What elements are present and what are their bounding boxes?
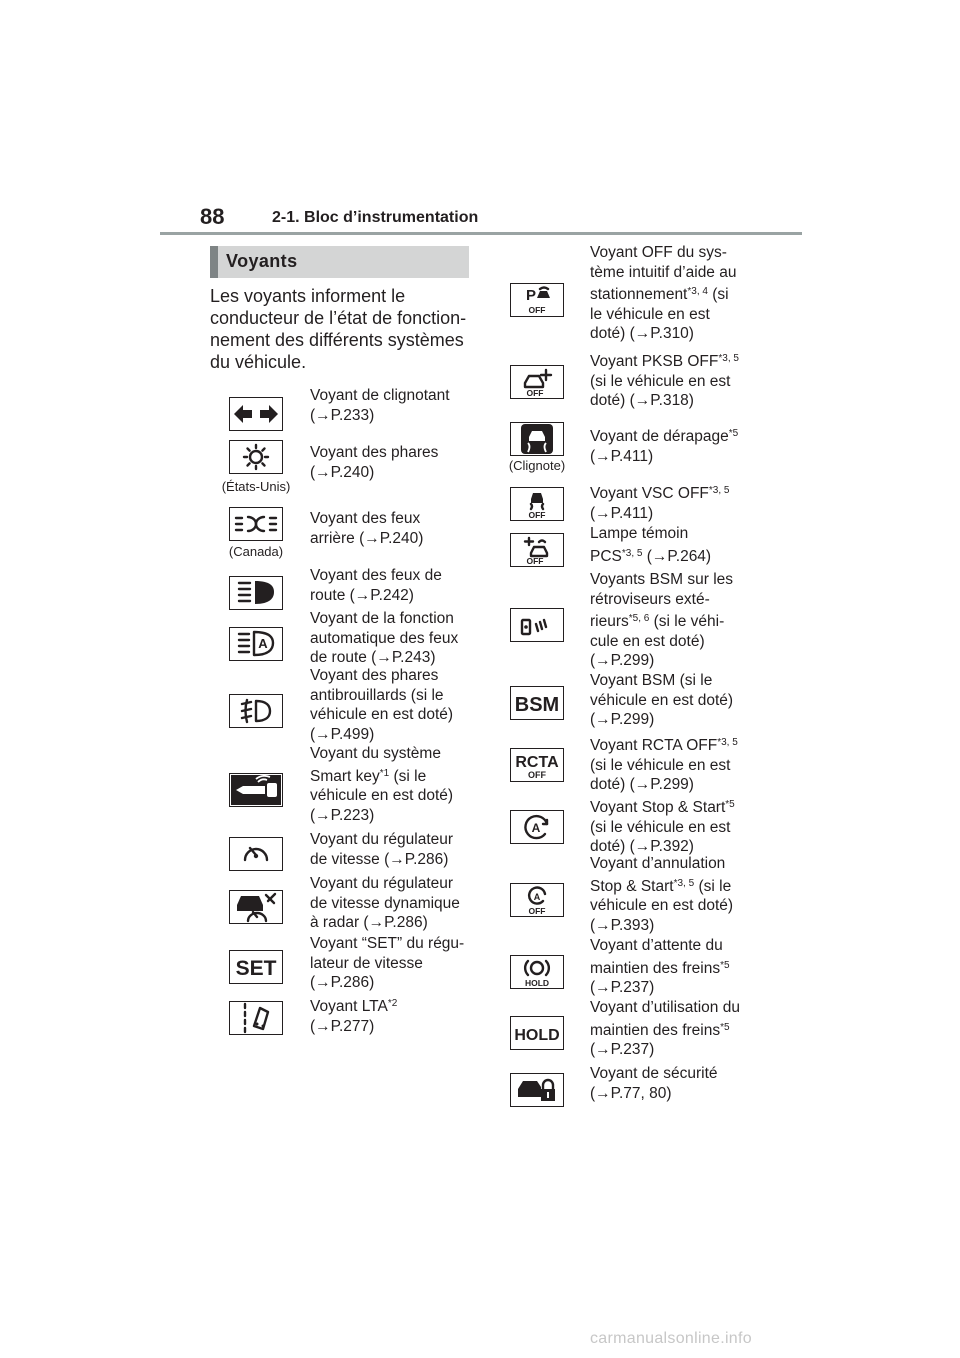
set-icon [229,950,283,984]
description-line: Voyant du régulateur [310,875,454,892]
vsc-off-icon [510,487,564,521]
description-line: Voyant d’attente du [590,937,723,954]
indicator-description [590,349,739,411]
description-line: le véhicule en est [590,305,710,323]
description-line: Lampe témoin [590,525,689,542]
svg-text:HOLD: HOLD [524,978,550,987]
description-line: doté) (→P.310) [590,325,694,342]
indicator-description [590,733,738,795]
svg-text:P: P [525,287,537,304]
rcta-off-icon [510,748,564,782]
parking-assist-off-icon [510,283,564,317]
indicator-description [590,524,711,566]
description-line: (→P.393) [590,916,655,934]
svg-text:RCTA: RCTA [515,754,559,771]
indicator-description [310,609,458,668]
description-line: (→P.240) [310,463,375,481]
svg-text:OFF: OFF [528,510,546,519]
description-line: (→P.499) [310,725,375,743]
indicator-description [590,424,738,466]
description-line: (→P.277) [310,1017,375,1035]
description-line: véhicule en est doté) [310,787,454,804]
turn-signal-arrows-icon [229,397,283,431]
intro-line: Les voyants informent le [210,286,406,306]
description-line: (→P.286) [310,974,375,991]
fog-light-icon [229,694,283,728]
lta-icon [229,1001,283,1035]
description-line: de vitesse (→P.286) [310,850,449,868]
pksb-off-icon [510,365,564,399]
description-line: arrière (→P.240) [310,529,424,547]
svg-text:OFF: OFF [528,305,546,315]
indicator-description [590,854,733,935]
description-line: Voyant d’annulation [590,855,726,872]
indicator-description [590,671,733,730]
description-line: Voyant VSC OFF$^{*3, 5}$ [590,485,730,502]
watermark: carmanualsonline.info [590,1330,752,1347]
description-line: véhicule en est doté) [590,691,734,709]
description-line: (→P.237) [590,979,655,996]
description-line: Voyant BSM (si le [590,672,713,689]
indicator-description [590,998,740,1060]
description-line: lateur de vitesse [310,954,423,972]
description-line: automatique des feux [310,629,459,647]
indicator-description [310,934,464,993]
description-line: Smart key$^{*1}$ (si le [310,767,427,785]
radar-cruise-icon [229,890,283,924]
high-beam-icon [229,576,283,610]
svg-text:OFF: OFF [526,388,544,397]
description-line: véhicule en est doté) [310,706,454,723]
description-line: Voyant des feux de [310,567,442,584]
heading-accent-bar [210,246,218,278]
section-heading: Voyants [226,251,298,271]
headlight-sun-icon [229,440,283,474]
stop-start-icon [510,810,564,844]
description-line: Voyant d’utilisation du [590,999,740,1016]
indicator-description [310,509,423,548]
description-line: maintien des freins$^{*5}$ [590,959,730,977]
description-line: rétroviseurs exté- [590,590,710,608]
description-line: (si le véhicule en est [590,818,731,836]
description-line: (si le véhicule en est [590,372,731,390]
icon-caption: (Canada) [228,544,284,559]
description-line: à radar (→P.286) [310,914,428,931]
description-line: Voyant des phares [310,444,439,461]
section-heading-box [210,246,469,278]
svg-text:BSM: BSM [514,694,560,716]
svg-text:A: A [533,892,541,902]
indicator-description [590,243,736,344]
description-line: (si le véhicule en est [590,756,731,774]
description-line: Voyant des phares [310,667,439,684]
stop-start-off-icon [510,883,564,917]
indicator-description [590,795,735,857]
svg-text:OFF: OFF [528,770,546,780]
description-line: antibrouillards (si le [310,686,444,704]
header-rule [160,232,802,235]
brake-hold-active-icon [510,1016,564,1050]
description-line: Voyant LTA$^{*2}$ [310,998,398,1015]
description-line: (→P.299) [590,652,655,669]
description-line: (→P.233) [310,406,375,424]
description-line: (→P.77, 80) [590,1084,672,1102]
indicator-description [310,994,397,1036]
security-icon [510,1073,564,1107]
description-line: (→P.237) [590,1041,655,1058]
description-line: Voyant de clignotant [310,387,450,404]
indicator-description [310,386,450,425]
description-line: de vitesse dynamique [310,894,460,912]
description-line: Voyant de dérapage$^{*5}$ [590,428,739,445]
description-line: (→P.299) [590,711,655,728]
description-line: rieurs$^{*5, 6}$ (si le véhi- [590,613,725,630]
icon-caption: (Clignote) [508,458,566,473]
description-line: doté) (→P.299) [590,776,694,793]
description-line: (→P.411) [590,504,654,522]
description-line: cule en est doté) [590,632,705,650]
description-line: véhicule en est doté) [590,897,734,914]
description-line: doté) (→P.318) [590,392,694,409]
description-line: stationnement$^{*3, 4}$ (si [590,286,729,303]
bsm-icon [510,686,564,720]
pcs-icon [510,533,564,567]
description-line: doté) (→P.392) [590,838,694,855]
smart-key-icon [229,773,283,807]
indicator-description [310,830,453,869]
indicator-description [310,666,453,744]
indicator-description [590,481,729,523]
description-line: de route (→P.243) [310,649,436,666]
svg-text:OFF: OFF [528,906,546,915]
bsm-mirror-icon [510,608,564,642]
description-line: (→P.411) [590,447,654,465]
svg-text:A: A [258,636,268,651]
indicator-description [310,874,460,933]
description-line: (→P.223) [310,806,375,824]
indicator-description [310,744,453,825]
intro-line: conducteur de l’état de fonction- [210,308,467,328]
slip-indicator-icon [510,422,564,456]
description-line: PCS$^{*3, 5}$ (→P.264) [590,547,712,565]
intro-line: du véhicule. [210,352,307,372]
brake-hold-standby-icon [510,955,564,989]
page-number: 88 [200,204,225,229]
description-line: Stop & Start$^{*3, 5}$ (si le [590,877,732,895]
description-line: Voyant des feux [310,510,421,527]
description-line: Voyant de sécurité [590,1065,718,1082]
svg-text:OFF: OFF [526,556,544,565]
indicator-description [310,443,438,482]
intro-paragraph [210,285,472,373]
description-line: Voyant OFF du sys- [590,244,727,261]
description-line: maintien des freins$^{*5}$ [590,1021,730,1039]
tail-lights-icon [229,507,283,541]
indicator-description [590,1064,718,1103]
svg-text:SET: SET [235,957,277,980]
description-line: Voyant de la fonction [310,610,454,627]
description-line: Voyant “SET” du régu- [310,935,465,952]
indicator-description [590,570,733,671]
svg-text:A: A [531,821,541,835]
indicator-description [310,566,442,605]
description-line: Voyant du système [310,745,441,762]
description-line: tème intuitif d’aide au [590,263,737,281]
auto-high-beam-icon [229,627,283,661]
description-line: Voyant PKSB OFF$^{*3, 5}$ [590,353,739,370]
description-line: Voyant du régulateur [310,831,454,848]
description-line: Voyant Stop & Start$^{*5}$ [590,799,735,816]
section-title: 2-1. Bloc d’instrumentation [272,209,479,226]
icon-caption: (États-Unis) [221,479,291,494]
svg-text:HOLD: HOLD [514,1027,560,1044]
cruise-control-icon [229,837,283,871]
intro-line: nement des différents systèmes [210,330,464,350]
description-line: Voyants BSM sur les [590,571,734,588]
description-line: Voyant RCTA OFF$^{*3, 5}$ [590,737,738,754]
indicator-description [590,936,730,998]
description-line: route (→P.242) [310,586,414,604]
